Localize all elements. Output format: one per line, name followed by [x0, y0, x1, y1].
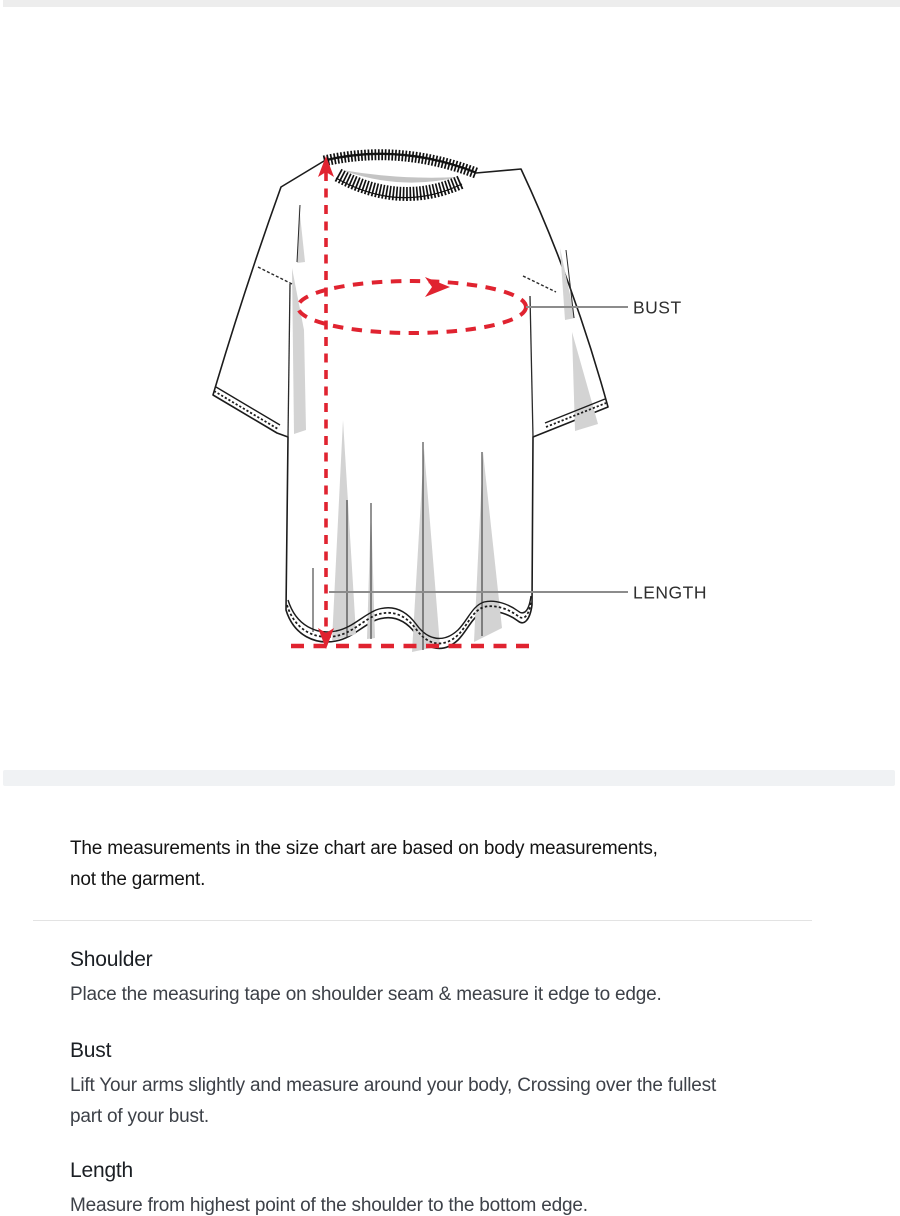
tshirt-silhouette [213, 154, 608, 648]
section-separator-bar [3, 770, 895, 786]
shoulder-section-desc: Place the measuring tape on shoulder seam & measure it edge to edge. [70, 984, 662, 1005]
length-label: LENGTH [633, 582, 707, 603]
bust-label: BUST [633, 297, 682, 318]
size-chart-note [70, 833, 658, 895]
size-chart-note-line1: The measurements in the size chart are based on body measurements, [70, 838, 658, 859]
divider-line [33, 920, 812, 921]
bust-section-desc-line2: part of your bust. [70, 1106, 209, 1127]
bust-section-title: Bust [70, 1039, 112, 1062]
size-chart-note-line2: not the garment. [70, 869, 206, 890]
shoulder-section-title: Shoulder [70, 948, 153, 971]
bust-section-desc [70, 1070, 716, 1132]
bust-section-desc-line1: Lift Your arms slightly and measure around your body, Crossing over the fullest [70, 1075, 717, 1096]
length-section-desc: Measure from highest point of the shoulder to the bottom edge. [70, 1195, 588, 1216]
length-section-title: Length [70, 1159, 134, 1182]
